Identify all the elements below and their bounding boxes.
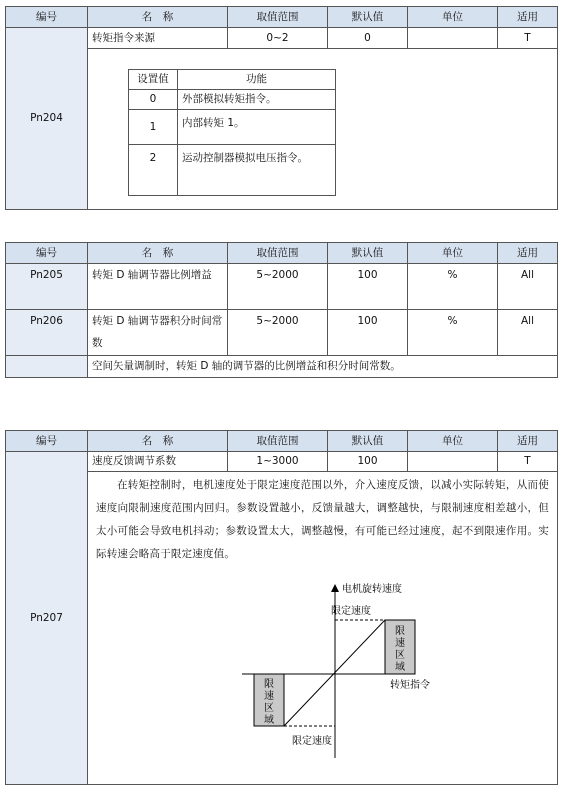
header-id: 编号 [6, 7, 88, 28]
param-detail-cell [88, 49, 558, 210]
table-row [6, 49, 558, 210]
option-value: 0 [129, 90, 178, 110]
option-function: 外部模拟转矩指令。 [178, 90, 336, 110]
param-unit [408, 452, 498, 472]
table-row [6, 264, 558, 310]
param-name: 转矩 D 轴调节器积分时间常数 [88, 310, 228, 356]
param-range: 1~3000 [228, 452, 328, 472]
table-row [6, 356, 558, 378]
param-id: Pn206 [6, 310, 88, 356]
note-left-cell [6, 356, 88, 378]
table-header-row [6, 7, 558, 28]
param-range: 5~2000 [228, 310, 328, 356]
param-name: 转矩 D 轴调节器比例增益 [88, 264, 228, 310]
option-value: 2 [129, 145, 178, 196]
zone-char: 速 [264, 691, 274, 702]
pn204-table [5, 6, 558, 210]
param-description: 在转矩控制时，电机速度处于限定速度范围以外，介入速度反馈，以减小实际转矩，从而使速度向限制速度范围内回归。参数设置越小，反馈量越大，调整越快，与限制速度相差越小，但太小可能会导致电机抖动；参数设置太大，调整越慢，有可能已经过速度，起不到限速作用。实际转速会略高于限定速度值。 [96, 479, 549, 560]
param-range: 5~2000 [228, 264, 328, 310]
options-row [129, 90, 336, 110]
pn207-table [5, 430, 558, 785]
param-apply: T [498, 452, 558, 472]
zone-char: 速 [395, 638, 405, 649]
options-row [129, 110, 336, 145]
param-id: Pn205 [6, 264, 88, 310]
header-name: 名 称 [88, 243, 228, 264]
param-range: 0~2 [228, 28, 328, 49]
param-name: 转矩指令来源 [88, 28, 228, 49]
header-name: 名 称 [88, 7, 228, 28]
upper-limit-label: 限定速度 [331, 606, 371, 617]
header-range: 取值范围 [228, 7, 328, 28]
header-default: 默认值 [328, 431, 408, 452]
lower-limit-label: 限定速度 [292, 736, 332, 747]
param-default: 100 [328, 264, 408, 310]
table-row [6, 452, 558, 472]
y-axis-label: 电机旋转速度 [342, 584, 402, 595]
param-default: 0 [328, 28, 408, 49]
options-header-value: 设置值 [129, 70, 178, 90]
header-unit: 单位 [408, 431, 498, 452]
speed-limit-diagram [182, 574, 482, 764]
table-header-row [6, 243, 558, 264]
param-unit [408, 28, 498, 49]
header-apply: 适用 [498, 7, 558, 28]
header-id: 编号 [6, 243, 88, 264]
header-range: 取值范围 [228, 243, 328, 264]
param-apply: All [498, 264, 558, 310]
param-apply: T [498, 28, 558, 49]
param-note: 空间矢量调制时，转矩 D 轴的调节器的比例增益和积分时间常数。 [88, 356, 558, 378]
header-id: 编号 [6, 431, 88, 452]
param-id: Pn207 [6, 452, 88, 785]
header-unit: 单位 [408, 243, 498, 264]
x-axis-label: 转矩指令 [390, 680, 430, 691]
option-function: 内部转矩 1。 [178, 110, 336, 145]
zone-char: 限 [264, 679, 274, 690]
header-apply: 适用 [498, 243, 558, 264]
zone-char: 限 [395, 626, 405, 637]
table-row [6, 28, 558, 49]
options-header-row [129, 70, 336, 90]
param-unit: % [408, 310, 498, 356]
param-apply: All [498, 310, 558, 356]
option-value: 1 [129, 110, 178, 145]
options-row [129, 145, 336, 196]
param-default: 100 [328, 452, 408, 472]
param-id: Pn204 [6, 28, 88, 210]
param-detail-cell [88, 472, 558, 785]
zone-char: 区 [395, 650, 405, 661]
zone-char: 域 [395, 662, 405, 673]
zone-char: 域 [264, 715, 274, 726]
pn205-206-table [5, 242, 558, 378]
header-name: 名 称 [88, 431, 228, 452]
param-default: 100 [328, 310, 408, 356]
options-header-function: 功能 [178, 70, 336, 90]
zone-char: 区 [264, 703, 274, 714]
header-default: 默认值 [328, 7, 408, 28]
table-row [6, 310, 558, 356]
header-range: 取值范围 [228, 431, 328, 452]
header-apply: 适用 [498, 431, 558, 452]
header-unit: 单位 [408, 7, 498, 28]
table-header-row [6, 431, 558, 452]
options-table [128, 69, 336, 196]
param-name: 速度反馈调节系数 [88, 452, 228, 472]
table-row [6, 472, 558, 785]
param-unit: % [408, 264, 498, 310]
option-function: 运动控制器模拟电压指令。 [178, 145, 336, 196]
header-default: 默认值 [328, 243, 408, 264]
